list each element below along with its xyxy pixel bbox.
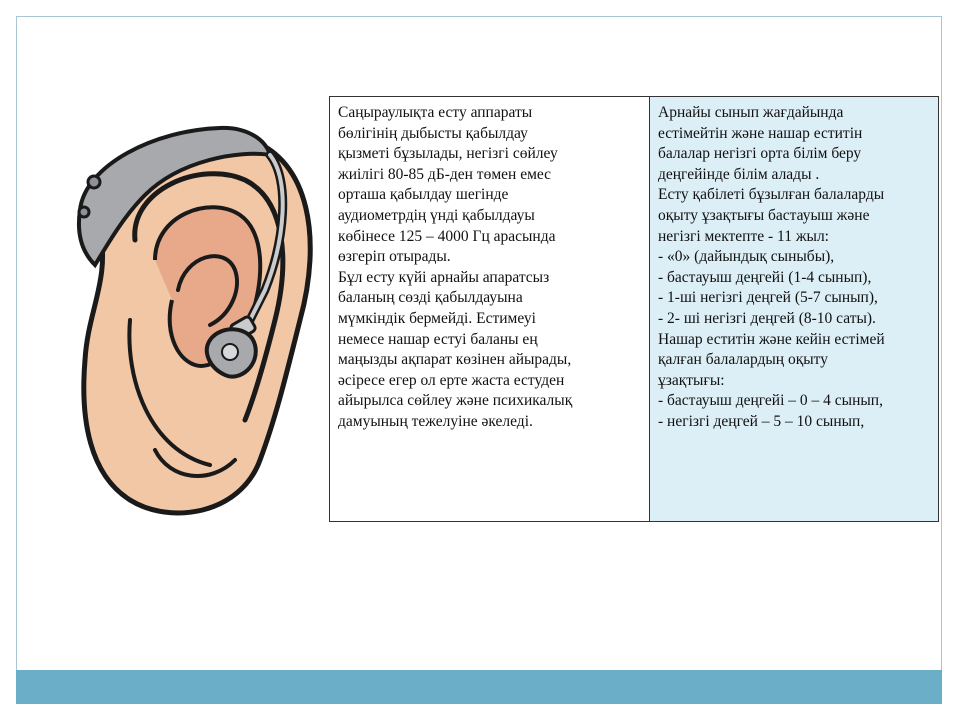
- text-line: оқыту ұзақтығы бастауыш және: [658, 206, 870, 224]
- text-line: баланың сөзді қабылдауына: [338, 289, 523, 307]
- table-cell-left: [330, 97, 650, 522]
- bottom-accent-band: [16, 670, 942, 704]
- text-line: Есту қабілеті бұзылған балаларды: [658, 186, 885, 204]
- text-line: Бұл есту күйі арнайы апаратсыз: [338, 268, 550, 286]
- text-line: айырылса сөйлеу және психикалық: [338, 392, 573, 410]
- text-line: көбінесе 125 – 4000 Гц арасында: [338, 227, 556, 245]
- text-line: өзгеріп отырады.: [338, 248, 451, 266]
- text-line: немесе нашар естуі баланы ең: [338, 330, 538, 348]
- text-line: жиілігі 80-85 дБ-ден төмен емес: [338, 165, 552, 183]
- text-line: бөлігінің дыбысты қабылдау: [338, 124, 528, 142]
- text-line: деңгейінде білім алады .: [658, 165, 820, 183]
- ear-with-hearing-aid-icon: [60, 120, 330, 520]
- table-cell-right: [650, 97, 939, 522]
- text-line: - бастауыш деңгейі (1-4 сынып),: [658, 268, 872, 286]
- text-line: - бастауыш деңгейі – 0 – 4 сынып,: [658, 392, 883, 410]
- text-line: естімейтін және нашар еститін: [658, 124, 863, 142]
- text-line: қалған балалардың оқыту: [658, 351, 828, 369]
- table-row: [330, 97, 939, 522]
- text-line: Саңыраулықта есту аппараты: [338, 104, 533, 121]
- text-line: әсіресе егер ол ерте жаста естуден: [338, 371, 565, 389]
- text-line: аудиометрдің үнді қабылдауы: [338, 206, 535, 224]
- text-line: - «0» (дайындық сыныбы),: [658, 248, 835, 266]
- text-line: дамуының тежелуіне әкеледі.: [338, 412, 533, 430]
- text-line: мүмкіндік бермейді. Естимеуі: [338, 309, 536, 327]
- text-line: - негізгі деңгей – 5 – 10 сынып,: [658, 412, 865, 430]
- text-line: Нашар еститін және кейін естімей: [658, 330, 885, 348]
- text-line: - 2- ші негізгі деңгей (8-10 саты).: [658, 309, 876, 327]
- text-line: негізгі мектепте - 11 жыл:: [658, 227, 829, 245]
- text-line: Арнайы сынып жағдайында: [658, 104, 844, 121]
- text-line: - 1-ші негізгі деңгей (5-7 сынып),: [658, 289, 878, 307]
- info-table: [329, 96, 939, 522]
- text-line: қызметі бұзылады, негізгі сөйлеу: [338, 145, 558, 163]
- text-line: орташа қабылдау шегінде: [338, 186, 509, 204]
- text-line: балалар негізгі орта білім беру: [658, 145, 862, 163]
- text-line: маңызды ақпарат көзінен айырады,: [338, 351, 572, 369]
- text-line: ұзақтығы:: [658, 371, 725, 389]
